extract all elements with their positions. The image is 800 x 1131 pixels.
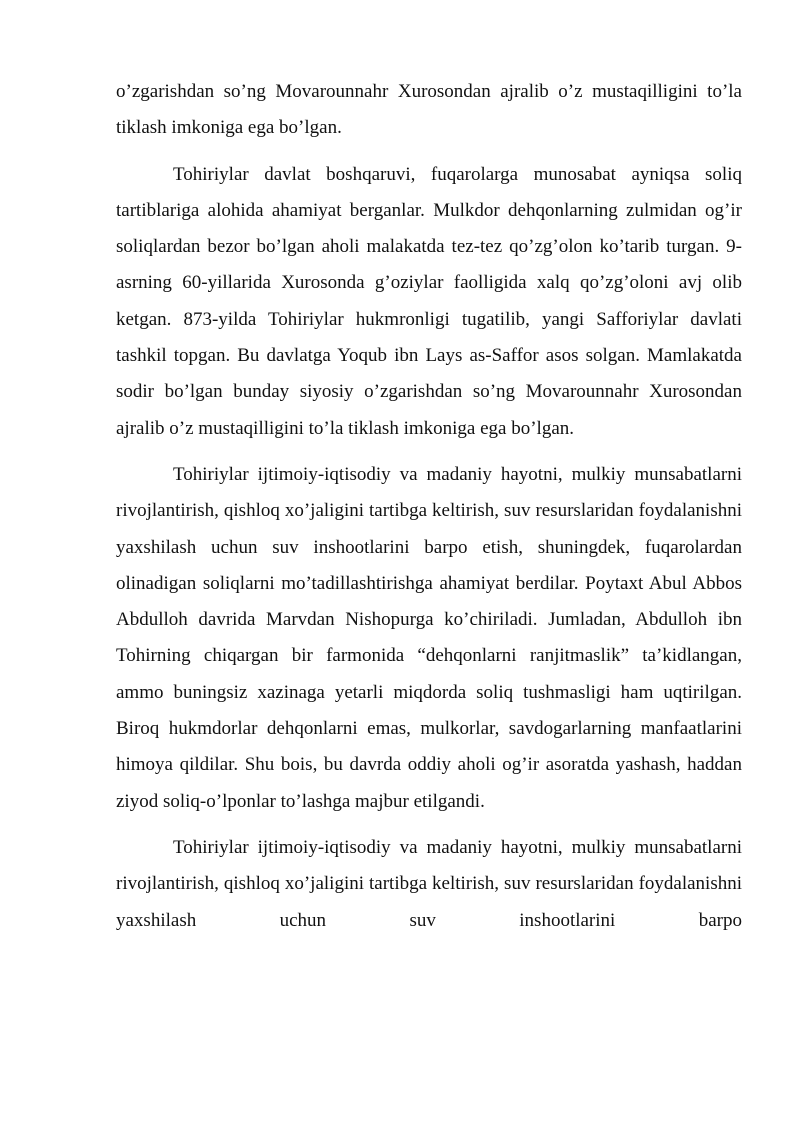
paragraph-continuation: o’zgarishdan so’ng Movarounnahr Xurosondan ajralib o’z mustaqilligini to’la tiklash imkoniga ega bo’lgan. (116, 81, 742, 139)
paragraph-tohiriylar-economy-repeat: Tohiriylar ijtimoiy-iqtisodiy va madaniy hayotni, mulkiy munsabatlarni rivojlantirish, qishloq xo’jaligini tartibga keltirish, suv resurslaridan foydalanishni yaxshilash uchun suv inshootlarini barpo (116, 836, 742, 931)
document-page (116, 74, 742, 939)
paragraph-tohiriylar-governance: Tohiriylar davlat boshqaruvi, fuqarolarga munosabat ayniqsa soliq tartiblariga alohida ahamiyat berganlar. Mulkdor dehqonlarning zulmidan og’ir soliqlardan bezor bo’lgan aholi malakatda tez-tez qo’zg’olon ko’tarib turgan. 9-asrning 60-yillarida Xurosonda g’oziylar faolligida xalq qo’zg’oloni avj olib ketgan. 873-yilda Tohiriylar hukmronligi tugatilib, yangi Safforiylar davlati tashkil topgan. Bu davlatga Yoqub ibn Lays as-Saffor asos solgan. Mamlakatda sodir bo’lgan bunday siyosiy o’zgarishdan so’ng Movarounnahr Xurosondan ajralib o’z mustaqilligini to’la tiklash imkoniga ega bo’lgan. (116, 163, 742, 439)
paragraph-tohiriylar-economy: Tohiriylar ijtimoiy-iqtisodiy va madaniy hayotni, mulkiy munsabatlarni rivojlantirish, qishloq xo’jaligini tartibga keltirish, suv resurslaridan foydalanishni yaxshilash uchun suv inshootlarini barpo etish, shuningdek, fuqarolardan olinadigan soliqlarni mo’tadillashtirishga ahamiyat berdilar. Poytaxt Abul Abbos Abdulloh davrida Marvdan Nishopurga ko’chiriladi. Jumladan, Abdulloh ibn Tohirning chiqargan bir farmonida “dehqonlarni ranjitmaslik” ta’kidlangan, ammo buningsiz xazinaga yetarli miqdorda soliq tushmasligi ham uqtirilgan. Biroq hukmdorlar dehqonlarni emas, mulkorlar, savdogarlarning manfaatlarini himoya qildilar. Shu bois, bu davrda oddiy aholi og’ir asoratda yashash, haddan ziyod soliq-o’lponlar to’lashga majbur etilgandi. (116, 463, 742, 812)
